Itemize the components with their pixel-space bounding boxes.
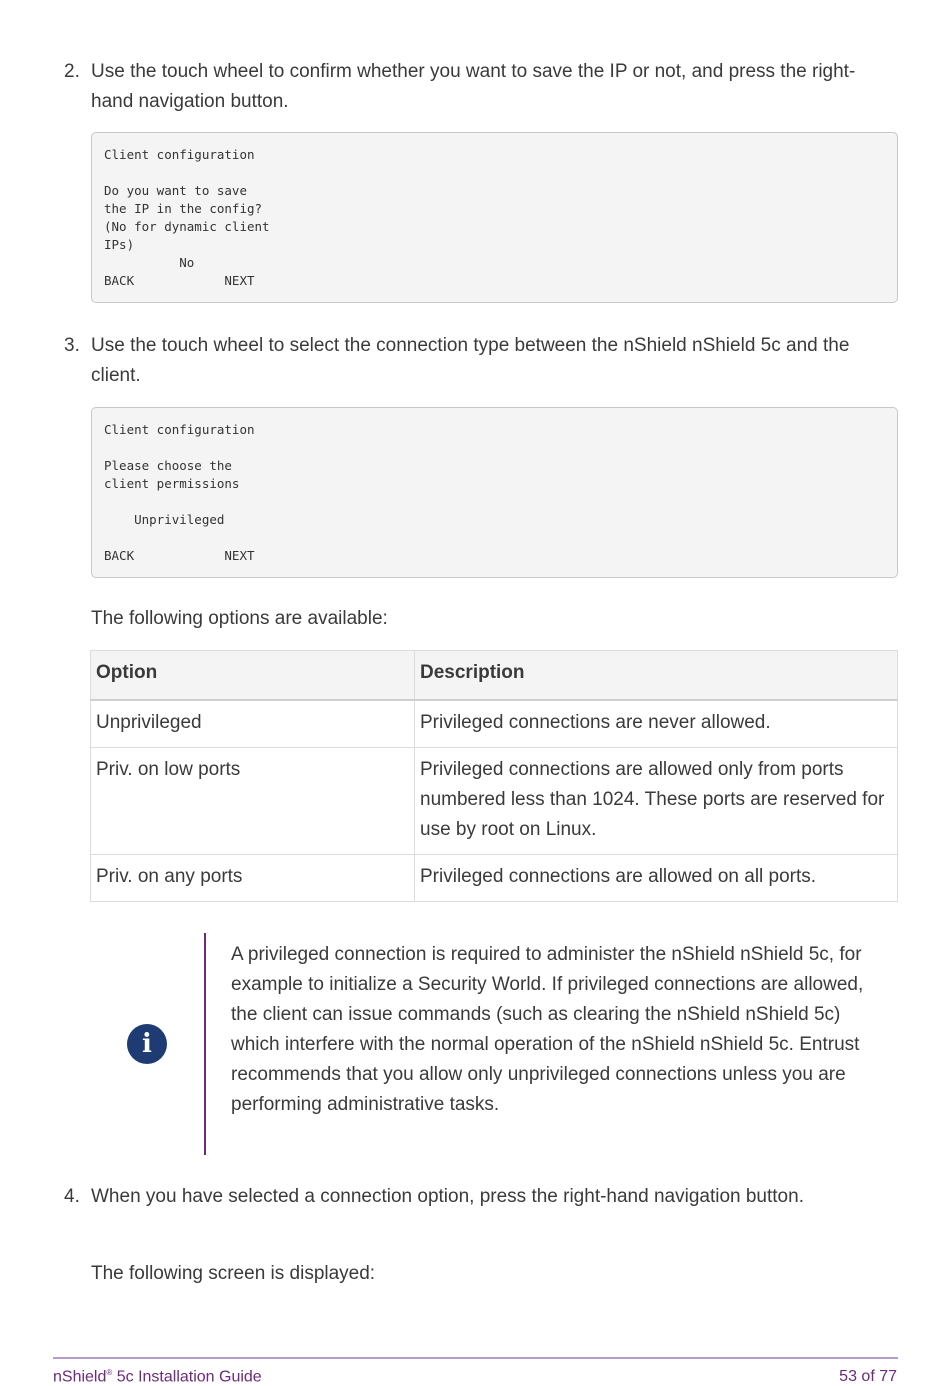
options-table — [90, 650, 898, 902]
table-header-row — [91, 651, 898, 701]
note-text: A privileged connection is required to administer the nShield nShield 5c, for example to initialize a Security World. If privileged connections are allowed, the client can issue commands (such as clearing the nShield nShield 5c) which interfere with the normal operation of the nShield nShield 5c. Entrust recommends that you allow only unprivileged connections unless you are performing administrative tasks. — [231, 944, 864, 1115]
options-intro: The following options are available: — [91, 608, 388, 629]
option-cell: Priv. on low ports — [91, 748, 415, 855]
following-screen-text: The following screen is displayed: — [91, 1263, 376, 1284]
device-screen-text: Client configuration Please choose the client permissions Unprivileged BACK NEXT — [104, 422, 255, 563]
device-screen-save-ip — [91, 132, 898, 303]
column-header-description: Description — [415, 651, 898, 701]
option-cell: Priv. on any ports — [91, 855, 415, 902]
step-text: When you have selected a connection option, press the right-hand navigation button. — [91, 1186, 804, 1207]
step-text: Use the touch wheel to confirm whether you want to save the IP or not, and press the right-hand navigation button. — [91, 61, 856, 112]
table-row — [91, 855, 898, 902]
description-cell: Privileged connections are never allowed. — [415, 700, 898, 748]
info-icon: i — [127, 1024, 167, 1064]
description-cell: Privileged connections are allowed on all ports. — [415, 855, 898, 902]
info-note — [90, 933, 898, 1155]
step-number: 2. — [64, 61, 80, 82]
note-divider — [204, 933, 206, 1155]
option-cell: Unprivileged — [91, 700, 415, 748]
page-number: 53 of 77 — [839, 1368, 897, 1385]
footer-divider — [53, 1357, 898, 1359]
table-row — [91, 748, 898, 855]
description-cell: Privileged connections are allowed only from ports numbered less than 1024. These ports are reserved for use by root on Linux. — [415, 748, 898, 855]
registered-mark: ® — [106, 1368, 113, 1377]
step-number: 4. — [64, 1186, 80, 1207]
footer-title — [53, 1368, 262, 1386]
device-screen-permissions — [91, 407, 898, 578]
step-number: 3. — [64, 335, 80, 356]
table-row — [91, 700, 898, 748]
footer-doc-title: 5c Installation Guide — [112, 1368, 262, 1386]
device-screen-text: Client configuration Do you want to save the IP in the config? (No for dynamic client IPs) No BACK NEXT — [104, 147, 270, 288]
footer-brand: nShield — [53, 1368, 107, 1386]
column-header-option: Option — [91, 651, 415, 701]
step-text: Use the touch wheel to select the connection type between the nShield nShield 5c and the client. — [91, 335, 850, 386]
